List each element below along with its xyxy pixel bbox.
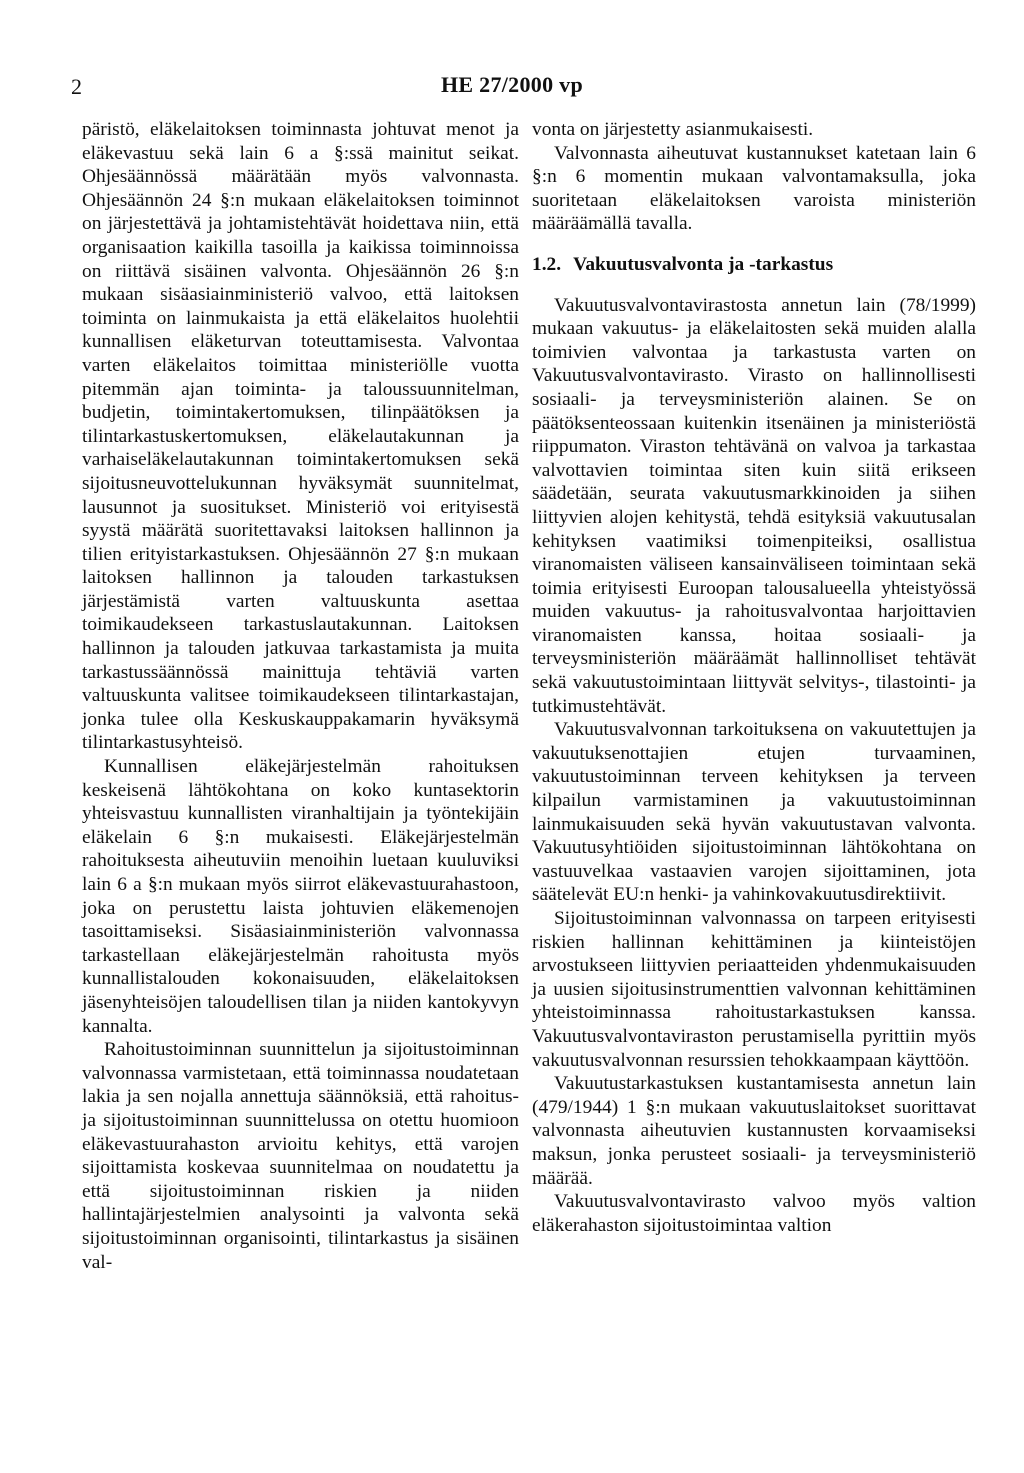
paragraph: Rahoitustoiminnan suunnittelun ja sijoitustoiminnan valvonnassa varmistetaan, että toiminnassa noudatetaan lakia ja sen nojalla annettuja säännöksiä, että rahoitus- ja sijoitustoiminnan suunnittelussa on otettu huomioon eläkevastuurahaston arvioitu kehitys, että varojen sijoittamista koskevaa suunnitelmaa on noudatettu ja että sijoitustoiminnan riskien ja niiden hallintajärjestelmien analysointi ja valvonta sekä sijoitustoiminnan organisointi, tilintarkastus ja sisäinen val- [82, 1039, 519, 1273]
section-number: 1.2. [532, 253, 562, 275]
section-title: Vakuutusvalvonta ja -tarkastus [573, 253, 834, 275]
right-column [532, 118, 976, 1237]
section-heading [532, 253, 976, 277]
paragraph: Valvonnasta aiheutuvat kustannukset katetaan lain 6 §:n 6 momentin mukaan valvontamaksulla, joka suoritetaan eläkelaitoksen varoista ministeriön määräämällä tavalla. [532, 142, 976, 235]
left-column [82, 118, 519, 1274]
running-title: HE 27/2000 vp [440, 72, 584, 97]
page-number: 2 [71, 74, 82, 99]
paragraph-continuation: vonta on järjestetty asianmukaisesti. [532, 119, 814, 140]
paragraph: Sijoitustoiminnan valvonnassa on tarpeen erityisesti riskien hallinnan kehittäminen ja kiinteistöjen arvostukseen liittyvien periaatteiden yhdenmukaisuuden ja uusien sijoitusinstrumenttien valvonnan kehittäminen yhteistoiminnassa rahoitustarkastuksen kanssa. Vakuutusvalvontaviraston perustamisella pyrittiin myös vakuutusvalvonnan resurssien tehokkaampaan käyttöön. [532, 908, 976, 1071]
paragraph: Vakuutusvalvontavirastosta annetun lain (78/1999) mukaan vakuutus- ja eläkelaitosten sekä muiden alalla toimivien valvontaa ja tarkastusta varten on Vakuutusvalvontavirasto. Virasto on hallinnollisesti sosiaali- ja terveysministeriön alainen. Se on päätöksenteossaan kuitenkin itsenäinen ja ministeriöstä riippumaton. Viraston tehtävänä on valvoa ja tarkastaa valvottavien toimintaa siten kuin siitä erikseen säädetään, seurata vakuutusmarkkinoiden ja siihen liittyvien alojen kehitystä, tehdä esityksiä vakuutusalan kehityksen vaatimiksi toimenpiteiksi, osallistua viranomaisten väliseen kansainväliseen toimintaan sekä toimia erityisesti Euroopan talousalueella yhteistyössä muiden vakuutus- ja rahoitusvalvontaa harjoittavien viranomaisten kanssa, hoitaa sosiaali- ja terveysministeriön määräämät hallinnolliset tehtävät sekä vakuutustoimintaan liittyvät selvitys-, tilastointi- ja tutkimustehtävät. [532, 294, 976, 717]
paragraph: Vakuutustarkastuksen kustantamisesta annetun lain (479/1944) 1 §:n mukaan vakuutuslaitokset suorittavat valvonnasta aiheutuvien kustannusten korvaamiseksi maksun, jonka perusteet sosiaali- ja terveysministeriö määrää. [532, 1073, 976, 1189]
paragraph: Vakuutusvalvontavirasto valvoo myös valtion eläkerahaston sijoitustoimintaa valtion [532, 1191, 976, 1236]
paragraph: Vakuutusvalvonnan tarkoituksena on vakuutettujen ja vakuutuksenottajien etujen turvaaminen, vakuutustoiminnan terveen kehityksen ja terveen kilpailun varmistaminen ja vakuutustoiminnan lainmukaisuuden sekä hyvän vakuutustavan valvonta. Vakuutusyhtiöiden sijoitustoiminnan lähtökohtana on vastuuvelkaa vastaavien varojen sijoittaminen, jota säätelevät EU:n henki- ja vahinkovakuutusdirektiivit. [532, 719, 976, 906]
paragraph: päristö, eläkelaitoksen toiminnasta johtuvat menot ja eläkevastuu sekä lain 6 a §:ssä mainitut seikat. Ohjesäännössä määrätään myös valvonnasta. Ohjesäännön 24 §:n mukaan eläkelaitoksen toiminnot on järjestettävä ja johtamistehtävät hoidettava niin, että organisaation kaikilla tasoilla ja kaikissa toiminnoissa on riittävä sisäinen valvonta. Ohjesäännön 26 §:n mukaan sisäasiainministeriö valvoo, että laitoksen toiminta on lainmukaista ja että eläkelaitos huolehtii kunnallisen eläketurvan toteuttamisesta. Valvontaa varten eläkelaitos toimittaa ministeriölle vuotta pitemmän ajan toiminta- ja taloussuunnitelman, budjetin, toimintakertomuksen, tilinpäätöksen ja tilintarkastuskertomuksen, eläkelautakunnan ja varhaiseläkelautakunnan toimintakertomuksen sekä sijoitusneuvottelukunnan hyväksymät suunnitelmat, lausunnot ja suositukset. Ministeriö voi erityisestä syystä määrätä suoritettavaksi laitoksen hallinnon ja tilien erityistarkastuksen. Ohjesäännön 27 §:n mukaan laitoksen hallinnon ja talouden tarkastuksen järjestämistä varten valtuuskunta asettaa toimikaudekseen tarkastuslautakunnan. Laitoksen hallinnon ja talouden jatkuvaa tarkastamista ja muita tarkastussäännössä mainittuja tehtäviä varten valtuuskunta valitsee toimikaudekseen tilintarkastajan, jonka tulee olla Keskuskauppakamarin hyväksymä tilintarkastusyhteisö. [82, 119, 519, 754]
paragraph: Kunnallisen eläkejärjestelmän rahoituksen keskeisenä lähtökohtana on koko kuntasektorin yhteisvastuu kunnallisten viranhaltijain ja työntekijäin eläkelain 6 §:n mukaisesti. Eläkejärjestelmän rahoituksesta aiheutuviin menoihin luetaan kuuluviksi lain 6 a §:n mukaan myös siirrot eläkevastuurahastoon, joka on perustettu laista johtuvien eläkemenojen tasoittamiseksi. Sisäasiainministeriön valvonnassa tarkastellaan eläkejärjestelmän rahoitusta myös kunnallistalouden kokonaisuuden, eläkelaitoksen jäsenyhteisöjen taloudellisen tilan ja niiden kantokyvyn kannalta. [82, 756, 519, 1037]
